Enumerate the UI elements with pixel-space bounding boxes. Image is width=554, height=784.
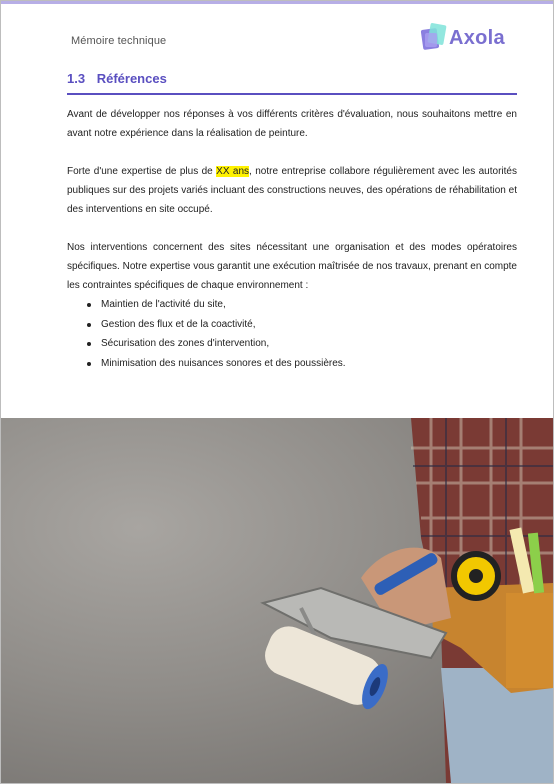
list-item: Sécurisation des zones d'intervention, (101, 334, 517, 354)
highlighted-years: XX ans (216, 166, 250, 177)
paragraph-expertise (67, 162, 517, 219)
list-item: Maintien de l'activité du site, (101, 295, 517, 315)
list-item: Minimisation des nuisances sonores et des poussières. (101, 354, 517, 374)
body-text (67, 105, 517, 373)
heading-underline (67, 93, 517, 95)
logo-text: Axola (449, 27, 505, 49)
list-item: Gestion des flux et de la coactivité, (101, 315, 517, 335)
paragraph-intro: Avant de développer nos réponses à vos différents critères d'évaluation, nous souhaitons mettre en avant notre expérience dans la réalisation de peinture. (67, 109, 517, 139)
section-title: Références (96, 71, 167, 86)
painter-illustration (1, 418, 553, 783)
paragraph-expertise-start: Forte d'une expertise de plus de (67, 166, 217, 177)
section-heading (67, 71, 167, 86)
section-number: 1.3 (67, 71, 86, 86)
paragraph-interventions: Nos interventions concernent des sites nécessitant une organisation et des modes opératoires spécifiques. Notre expertise vous garantit une exécution maîtrisée de nos travaux, prenant en compte les contraintes spécifiques de chaque environnement : (67, 242, 517, 291)
logo-mark-icon (419, 21, 453, 55)
axola-logo (419, 21, 519, 55)
painter-photo (1, 418, 553, 783)
header-label: Mémoire technique (71, 35, 167, 47)
bullet-list (67, 295, 517, 373)
top-accent-bar (1, 1, 553, 4)
paragraph-expertise-end: , notre entreprise collabore régulièrement avec les autorités publiques sur des projets variés incluant des constructions neuves, des opérations de réhabilitation et des interventions en site occupé. (67, 166, 517, 215)
tool-pouch (506, 593, 553, 688)
